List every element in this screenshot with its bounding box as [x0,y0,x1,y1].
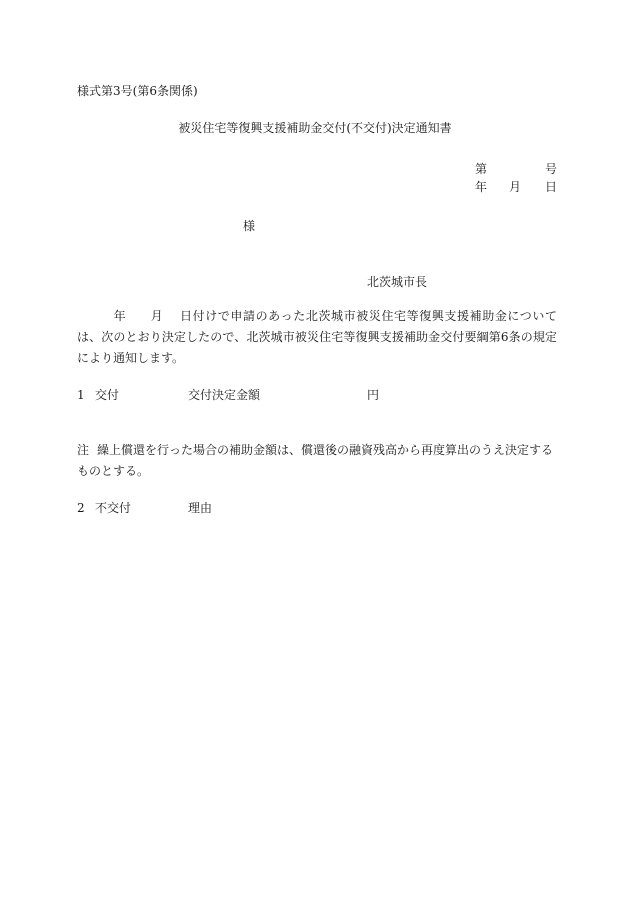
notice-paragraph [77,306,557,369]
item2-number: 2 [77,501,85,515]
paragraph-year-label: 年 [113,309,127,323]
recipient-honorific: 様 [243,219,256,233]
document-number-suffix: 号 [545,162,558,176]
paragraph-month-label: 月 [150,309,164,323]
note-text: 繰上償還を行った場合の補助金額は、償還後の融資残高から再度算出のうえ決定するものとする。 [77,443,554,478]
reason-label: 理由 [188,501,213,515]
date-year-label: 年 [475,180,488,194]
note-mark: 注 [77,443,90,457]
note-block [77,440,557,482]
grant-amount-label: 交付決定金額 [188,388,261,402]
date-month-label: 月 [509,180,522,194]
item2-label: 不交付 [95,501,132,515]
document-title: 被災住宅等復興支援補助金交付(不交付)決定通知書 [178,121,452,135]
form-number-label: 様式第3号(第6条関係) [77,84,198,98]
item1-label: 交付 [95,388,120,402]
date-day-label: 日 [545,180,558,194]
grant-amount-unit: 円 [367,388,380,402]
issuer-name: 北茨城市長 [367,275,428,289]
item1-number: 1 [77,388,85,402]
paragraph-text: 日付けで申請のあった北茨城市被災住宅等復興支援補助金については、次のとおり決定したので、北茨城市被災住宅等復興支援補助金交付要綱第6条の規定により通知します。 [77,309,557,365]
document-number-prefix: 第 [475,162,488,176]
